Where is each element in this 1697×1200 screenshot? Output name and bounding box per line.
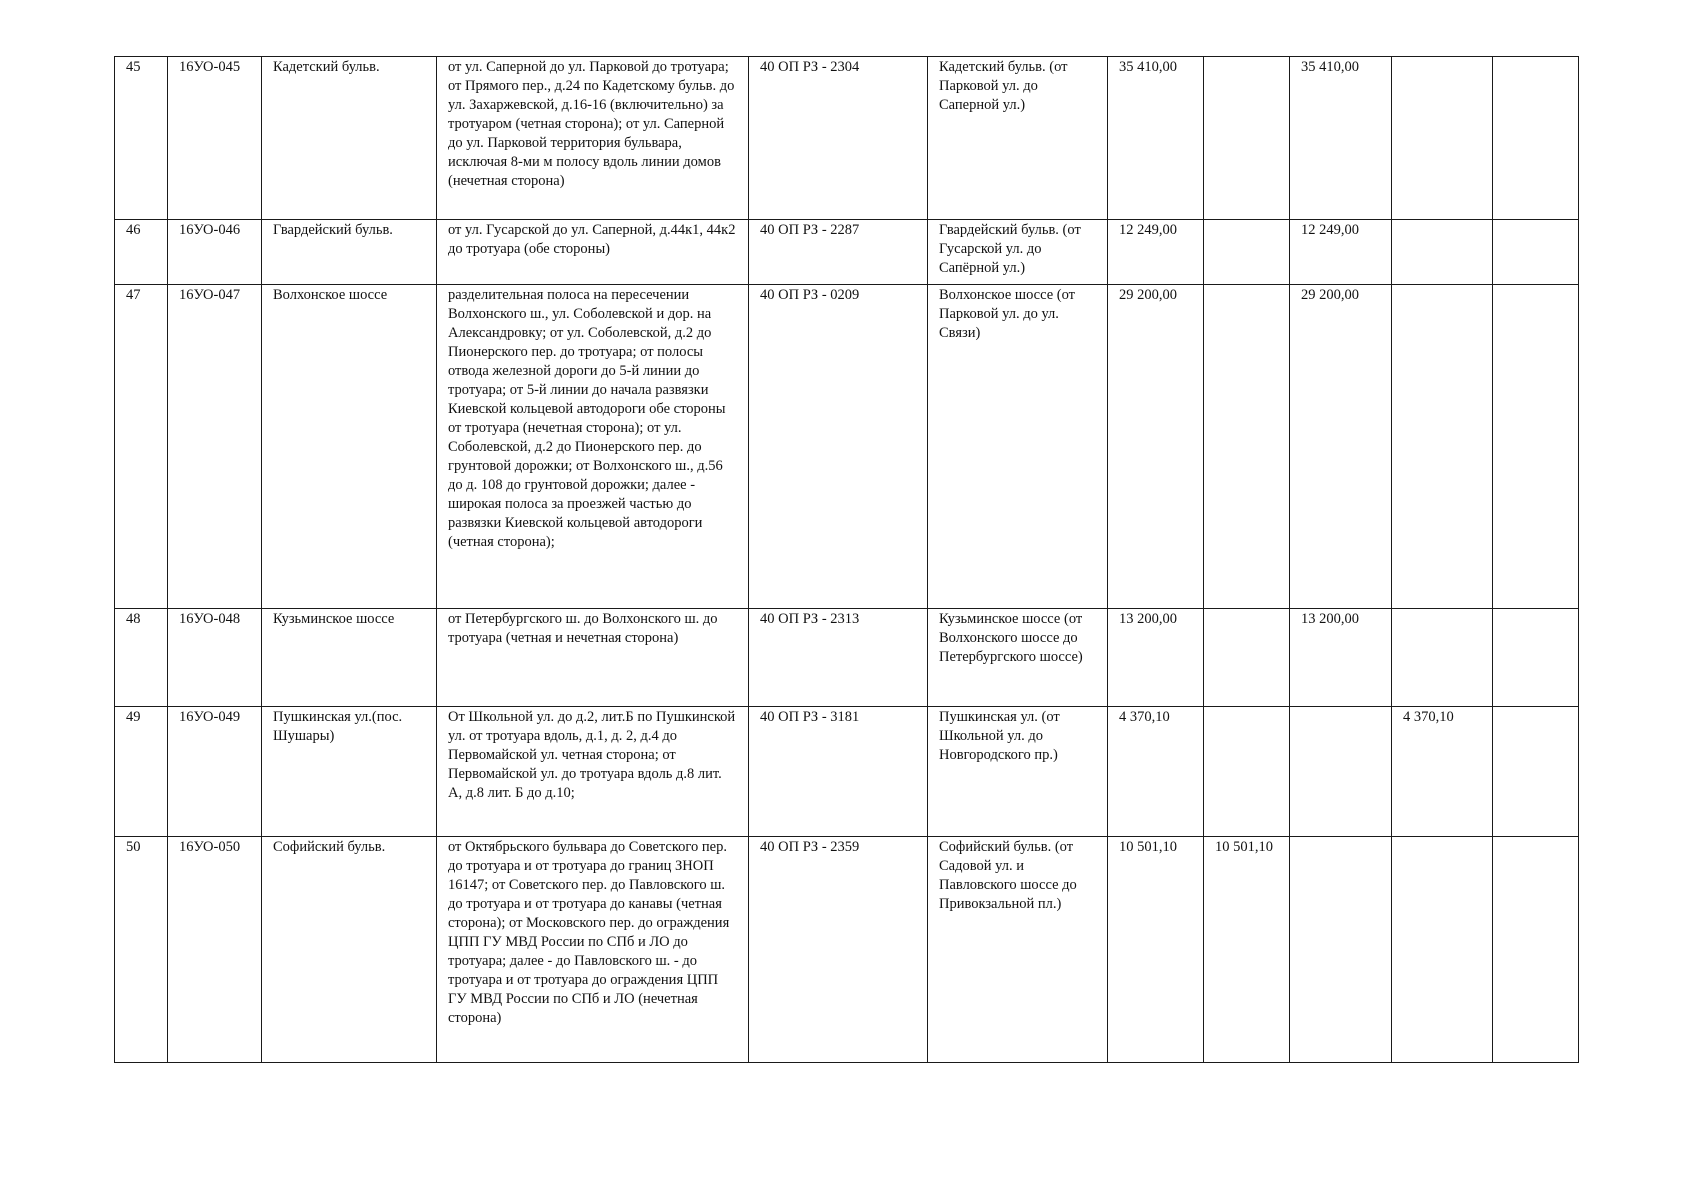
area-col-11: [1493, 609, 1579, 707]
area-col-10: [1392, 57, 1493, 220]
road-name: Гвардейский бульв. (от Гусарской ул. до Сапёрной ул.): [928, 220, 1108, 285]
area-col-10: [1392, 285, 1493, 609]
object-name: Кадетский бульв.: [262, 57, 437, 220]
road-id: 40 ОП РЗ - 2359: [749, 837, 928, 1063]
road-id: 40 ОП РЗ - 2313: [749, 609, 928, 707]
area-total: 12 249,00: [1108, 220, 1204, 285]
row-number: 47: [115, 285, 168, 609]
object-code: 16УО-050: [168, 837, 262, 1063]
area-col-11: [1493, 707, 1579, 837]
object-name: Кузьминское шоссе: [262, 609, 437, 707]
area-col-8: [1204, 220, 1290, 285]
row-number: 48: [115, 609, 168, 707]
row-number: 46: [115, 220, 168, 285]
road-id: 40 ОП РЗ - 2287: [749, 220, 928, 285]
area-col-8: [1204, 707, 1290, 837]
object-code: 16УО-047: [168, 285, 262, 609]
area-total: 10 501,10: [1108, 837, 1204, 1063]
object-boundaries: от Октябрьского бульвара до Советского пер. до тротуара и от тротуара до границ ЗНОП 16147; от Советского пер. до Павловского ш. до тротуара и от тротуара до канавы (четная сторона); от Московского пер. до ограждения ЦПП ГУ МВД России по СПб и ЛО до тротуара; далее - до Павловского ш. - до тротуара и от тротуара до ограждения ЦПП ГУ МВД России по СПб и ЛО (нечетная сторона): [437, 837, 749, 1063]
row-number: 45: [115, 57, 168, 220]
area-total: 29 200,00: [1108, 285, 1204, 609]
area-col-8: 10 501,10: [1204, 837, 1290, 1063]
object-boundaries: разделительная полоса на пересечении Волхонского ш., ул. Соболевской и дор. на Александровку; от ул. Соболевской, д.2 до Пионерского пер. до тротуара; от полосы отвода железной дороги до 5-й линии до тротуара; от 5-й линии до начала развязки Киевской кольцевой автодороги обе стороны от тротуара (нечетная сторона); от ул. Соболевской, д.2 до Пионерского пер. до грунтовой дорожки; от Волхонского ш., д.56 до д. 108 до грунтовой дорожки; далее - широкая полоса за проезжей частью до развязки Киевской кольцевой автодороги (четная сторона);: [437, 285, 749, 609]
roads-table: [114, 56, 1579, 1063]
object-name: Волхонское шоссе: [262, 285, 437, 609]
area-col-10: 4 370,10: [1392, 707, 1493, 837]
road-name: Кадетский бульв. (от Парковой ул. до Саперной ул.): [928, 57, 1108, 220]
road-id: 40 ОП РЗ - 3181: [749, 707, 928, 837]
area-col-9: 13 200,00: [1290, 609, 1392, 707]
area-col-9: [1290, 837, 1392, 1063]
row-number: 49: [115, 707, 168, 837]
object-name: Гвардейский бульв.: [262, 220, 437, 285]
area-col-9: 29 200,00: [1290, 285, 1392, 609]
road-name: Пушкинская ул. (от Школьной ул. до Новгородского пр.): [928, 707, 1108, 837]
area-total: 4 370,10: [1108, 707, 1204, 837]
object-boundaries: от ул. Гусарской до ул. Саперной, д.44к1, 44к2 до тротуара (обе стороны): [437, 220, 749, 285]
table-row: [115, 285, 1579, 609]
object-code: 16УО-048: [168, 609, 262, 707]
table-row: [115, 220, 1579, 285]
area-col-9: 12 249,00: [1290, 220, 1392, 285]
road-name: Софийский бульв. (от Садовой ул. и Павловского шоссе до Привокзальной пл.): [928, 837, 1108, 1063]
road-id: 40 ОП РЗ - 2304: [749, 57, 928, 220]
road-name: Кузьминское шоссе (от Волхонского шоссе до Петербургского шоссе): [928, 609, 1108, 707]
area-total: 35 410,00: [1108, 57, 1204, 220]
area-col-8: [1204, 57, 1290, 220]
object-boundaries: от ул. Саперной до ул. Парковой до тротуара; от Прямого пер., д.24 по Кадетскому бульв. до ул. Захаржевской, д.16-16 (включительно) за тротуаром (четная сторона); от ул. Саперной до ул. Парковой территория бульвара, исключая 8-ми м полосу вдоль линии домов (нечетная сторона): [437, 57, 749, 220]
area-col-8: [1204, 609, 1290, 707]
area-col-9: [1290, 707, 1392, 837]
area-col-10: [1392, 220, 1493, 285]
object-code: 16УО-049: [168, 707, 262, 837]
object-boundaries: от Петербургского ш. до Волхонского ш. до тротуара (четная и нечетная сторона): [437, 609, 749, 707]
area-col-11: [1493, 285, 1579, 609]
area-col-8: [1204, 285, 1290, 609]
area-total: 13 200,00: [1108, 609, 1204, 707]
area-col-11: [1493, 220, 1579, 285]
road-id: 40 ОП РЗ - 0209: [749, 285, 928, 609]
area-col-10: [1392, 837, 1493, 1063]
table-row: [115, 707, 1579, 837]
table-row: [115, 837, 1579, 1063]
object-boundaries: От Школьной ул. до д.2, лит.Б по Пушкинской ул. от тротуара вдоль, д.1, д. 2, д.4 до Первомайской ул. четная сторона; от Первомайской ул. до тротуара вдоль д.8 лит. А, д.8 лит. Б до д.10;: [437, 707, 749, 837]
object-name: Пушкинская ул.(пос. Шушары): [262, 707, 437, 837]
area-col-10: [1392, 609, 1493, 707]
object-code: 16УО-046: [168, 220, 262, 285]
area-col-11: [1493, 837, 1579, 1063]
object-name: Софийский бульв.: [262, 837, 437, 1063]
row-number: 50: [115, 837, 168, 1063]
object-code: 16УО-045: [168, 57, 262, 220]
area-col-9: 35 410,00: [1290, 57, 1392, 220]
table-row: [115, 609, 1579, 707]
road-name: Волхонское шоссе (от Парковой ул. до ул. Связи): [928, 285, 1108, 609]
area-col-11: [1493, 57, 1579, 220]
table-row: [115, 57, 1579, 220]
